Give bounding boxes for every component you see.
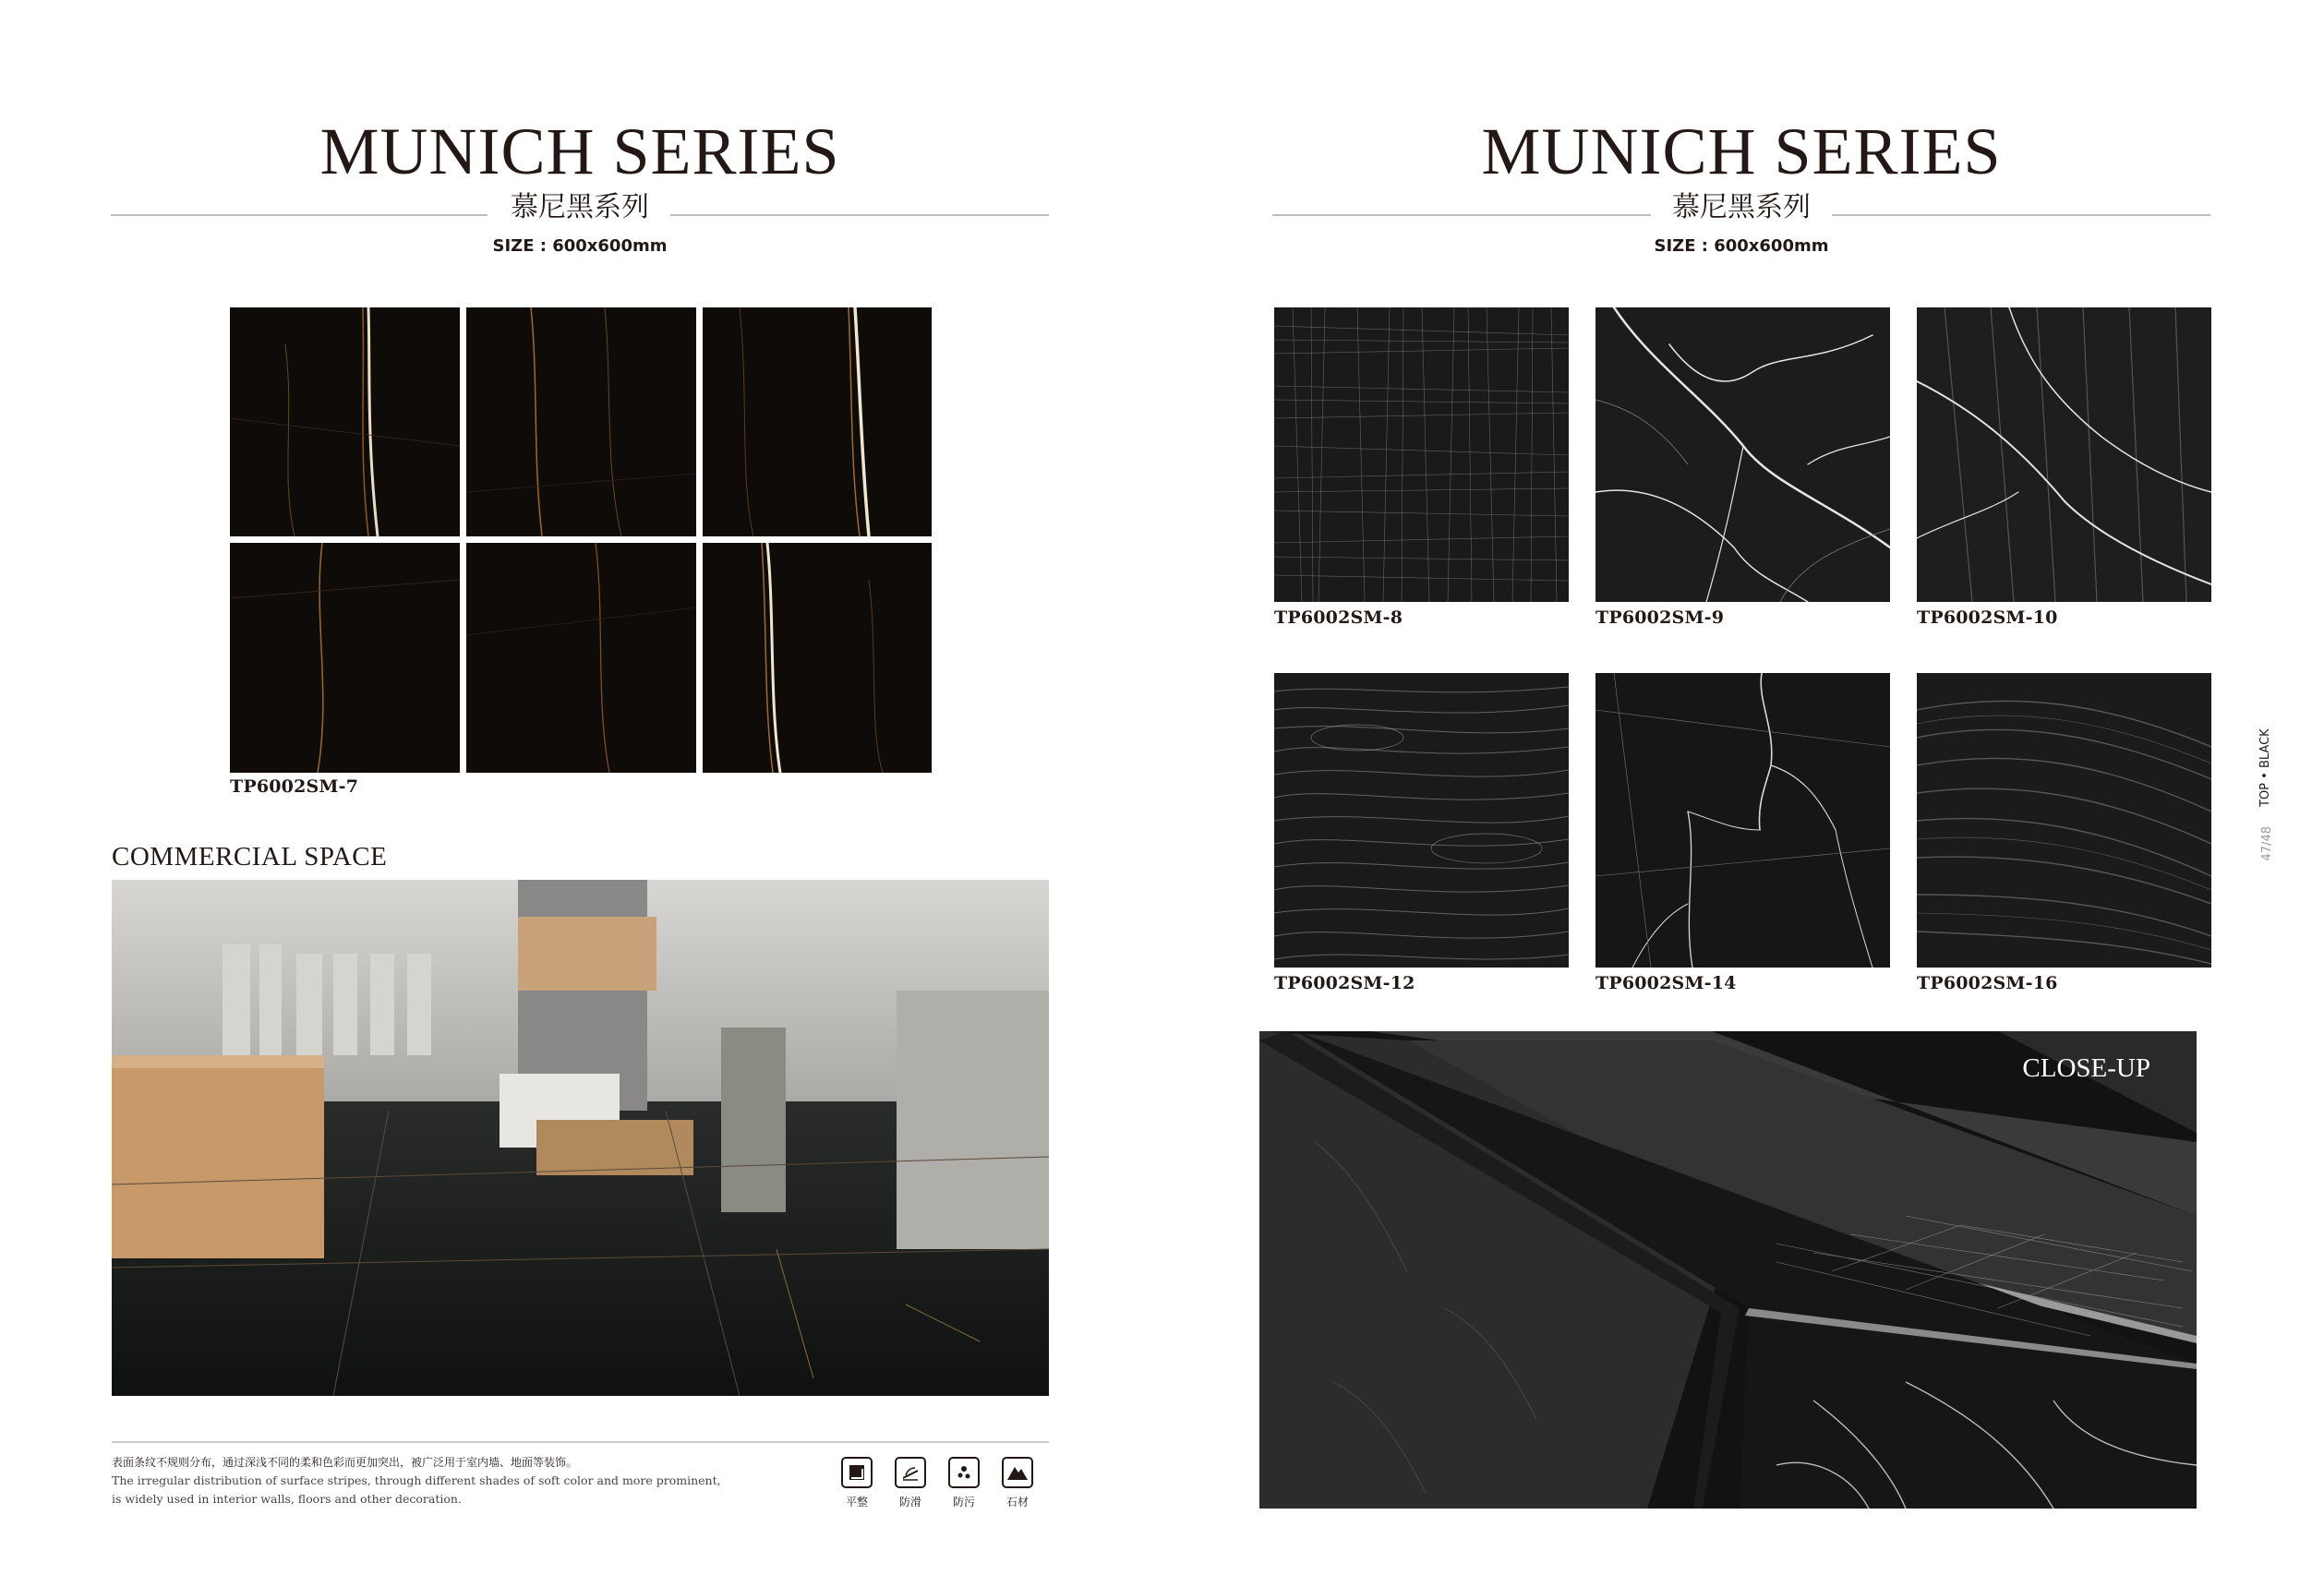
feature-anti-fouling-label: 防污 xyxy=(952,1496,975,1509)
commercial-space-heading: COMMERCIAL SPACE xyxy=(112,842,388,872)
side-tab-top-black: TOP • BLACK xyxy=(2258,728,2272,808)
description-english-line-1: The irregular distribution of surface stripes, through different shades of soft color and more prominent, xyxy=(112,1473,721,1487)
tile-tp6002sm-9 xyxy=(1595,307,1890,602)
tile-code-tp6002sm-9: TP6002SM-9 xyxy=(1595,607,1725,628)
description-english xyxy=(112,1472,758,1509)
series-chinese-title: 慕尼黑系列 xyxy=(511,191,649,223)
right-page xyxy=(1162,0,2324,1587)
flat-icon xyxy=(841,1457,873,1488)
tile-tp6002sm-8 xyxy=(1274,307,1569,602)
tile-code-tp6002sm-10: TP6002SM-10 xyxy=(1917,607,2058,628)
tile-tp6002sm-16 xyxy=(1917,673,2211,968)
series-chinese-title: 慕尼黑系列 xyxy=(1672,191,1811,223)
feature-flat-label: 平整 xyxy=(845,1496,868,1509)
description-chinese: 表面条纹不规则分布，通过深浅不同的柔和色彩而更加突出，被广泛用于室内墙、地面等装饰。 xyxy=(112,1456,578,1469)
anti-slip-icon xyxy=(895,1457,926,1488)
tile-code-tp6002sm-12: TP6002SM-12 xyxy=(1274,973,1415,993)
description-english-line-2: is widely used in interior walls, floors and other decoration. xyxy=(112,1492,462,1506)
size-label: SIZE : 600x600mm xyxy=(492,236,668,256)
series-title: MUNICH SERIES xyxy=(1481,114,2002,188)
tile-grid-6 xyxy=(703,543,932,773)
tile-grid-5 xyxy=(466,543,696,773)
tile-tp6002sm-14 xyxy=(1595,673,1890,968)
feature-anti-slip xyxy=(889,1457,932,1509)
size-label: SIZE : 600x600mm xyxy=(1654,236,1829,256)
feature-anti-fouling xyxy=(943,1457,985,1509)
stone-icon xyxy=(1002,1457,1033,1488)
tile-code-tp6002sm-16: TP6002SM-16 xyxy=(1917,973,2058,993)
series-title: MUNICH SERIES xyxy=(319,114,840,188)
feature-stone xyxy=(996,1457,1039,1509)
tile-grid-1 xyxy=(230,307,460,536)
tile-code-tp6002sm-8: TP6002SM-8 xyxy=(1274,607,1403,628)
close-up-label: CLOSE-UP xyxy=(2022,1053,2150,1083)
tile-code-tp6002sm-14: TP6002SM-14 xyxy=(1595,973,1737,993)
commercial-space-photo xyxy=(112,880,1049,1396)
feature-anti-slip-label: 防滑 xyxy=(898,1496,921,1509)
anti-fouling-icon xyxy=(948,1457,980,1488)
tile-grid-2 xyxy=(466,307,696,536)
close-up-photo xyxy=(1259,1031,2197,1509)
tile-tp6002sm-10 xyxy=(1917,307,2211,602)
tile-tp6002sm-12 xyxy=(1274,673,1569,968)
tile-code-label: TP6002SM-7 xyxy=(230,776,359,797)
page-number: 47/48 xyxy=(2260,826,2274,861)
feature-stone-label: 石材 xyxy=(1005,1496,1029,1509)
feature-flat xyxy=(836,1457,878,1509)
tile-grid-3 xyxy=(703,307,932,536)
description-rule xyxy=(112,1441,1049,1443)
tile-grid-4 xyxy=(230,543,460,773)
